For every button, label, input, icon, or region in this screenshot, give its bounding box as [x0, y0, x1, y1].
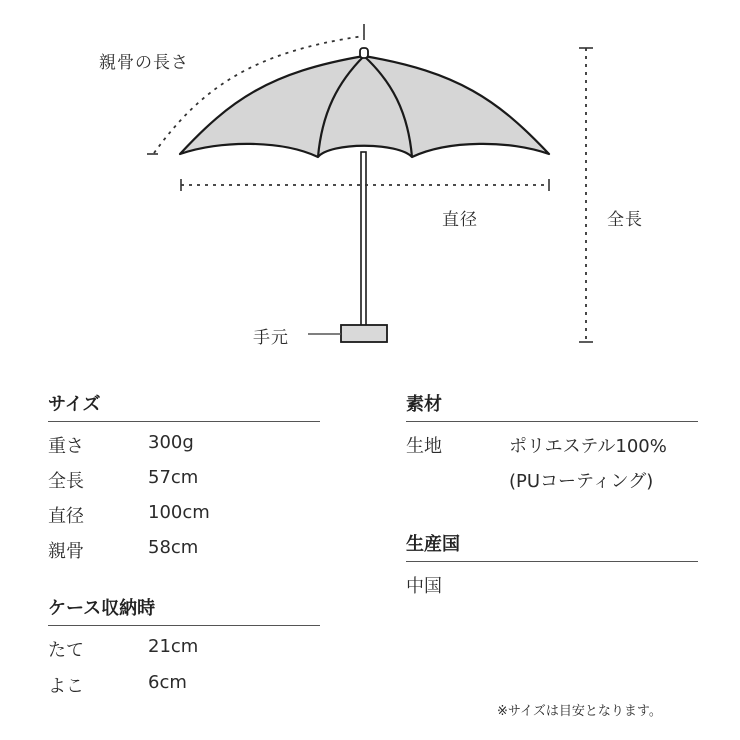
case-row-key: よこ [48, 676, 84, 697]
umbrella-tip [360, 48, 368, 58]
size-row-value: 300g [148, 432, 194, 453]
size-row-key: 重さ [48, 436, 84, 457]
total-length-label: 全長 [607, 210, 643, 230]
size-row-value: 57cm [148, 467, 199, 488]
material-section-divider [406, 421, 698, 422]
rib-length-label: 親骨の長さ [99, 53, 189, 73]
size-row-key: 直径 [48, 506, 84, 527]
origin-section-divider [406, 561, 698, 562]
handle-label: 手元 [253, 328, 289, 348]
size-row-value: 58cm [148, 537, 199, 558]
size-footnote: ※サイズは目安となります。 [497, 704, 662, 719]
origin-value: 中国 [406, 576, 442, 597]
umbrella-canopy [180, 56, 549, 157]
size-section-title: サイズ [48, 394, 101, 415]
umbrella-handle [341, 325, 387, 342]
case-row-value: 21cm [148, 636, 199, 657]
umbrella-shaft [361, 152, 366, 326]
size-row-key: 親骨 [48, 541, 84, 562]
case-section-title: ケース収納時 [48, 598, 156, 619]
diameter-label: 直径 [442, 210, 478, 230]
case-row-value: 6cm [148, 672, 187, 693]
size-section-divider [48, 421, 320, 422]
material-row-value-note: (PUコーティング) [509, 471, 654, 492]
material-row-key: 生地 [406, 436, 442, 457]
material-row-value: ポリエステル100% [509, 436, 667, 457]
size-row-key: 全長 [48, 471, 84, 492]
size-row-value: 100cm [148, 502, 210, 523]
material-section-title: 素材 [406, 394, 442, 415]
case-row-key: たて [48, 640, 84, 661]
origin-section-title: 生産国 [406, 534, 460, 555]
case-section-divider [48, 625, 320, 626]
